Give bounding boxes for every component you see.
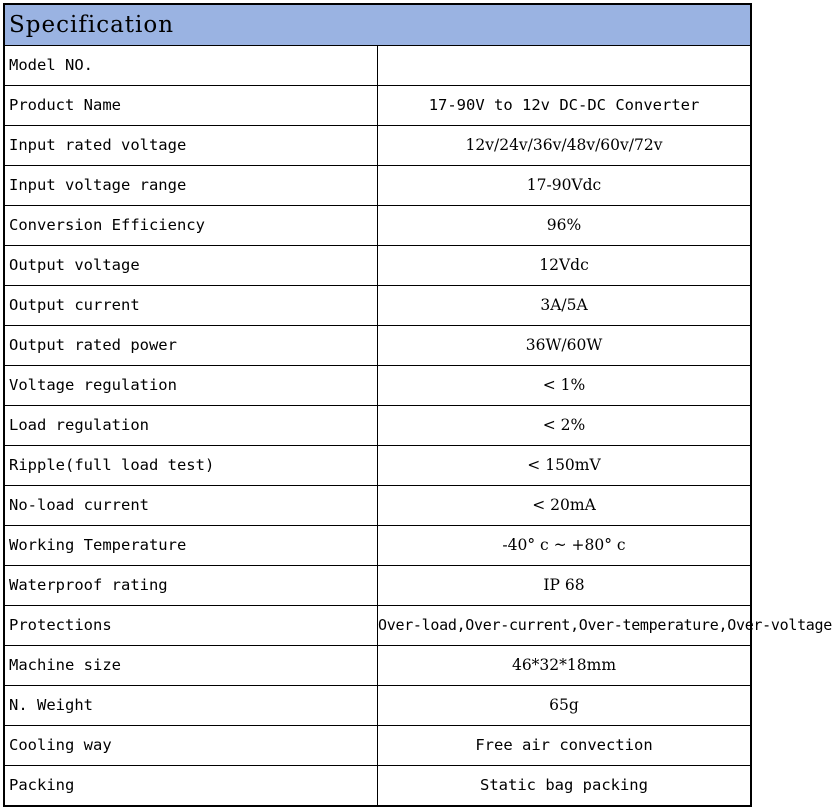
row-value-output-rated-power: 36W/60W bbox=[378, 326, 752, 366]
row-value-ripple: < 150mV bbox=[378, 446, 752, 486]
row-label-model-no: Model NO. bbox=[4, 46, 378, 86]
table-title: Specification bbox=[4, 4, 751, 46]
row-label-output-current: Output current bbox=[4, 286, 378, 326]
row-value-working-temperature: -40° c ~ +80° c bbox=[378, 526, 752, 566]
row-label-waterproof-rating: Waterproof rating bbox=[4, 566, 378, 606]
row-label-no-load-current: No-load current bbox=[4, 486, 378, 526]
row-label-output-rated-power: Output rated power bbox=[4, 326, 378, 366]
row-value-waterproof-rating: IP 68 bbox=[378, 566, 752, 606]
row-label-voltage-regulation: Voltage regulation bbox=[4, 366, 378, 406]
row-value-packing: Static bag packing bbox=[378, 766, 752, 807]
table-row bbox=[4, 366, 751, 406]
row-label-load-regulation: Load regulation bbox=[4, 406, 378, 446]
row-label-machine-size: Machine size bbox=[4, 646, 378, 686]
table-row bbox=[4, 766, 751, 807]
row-value-protections: Over-load,Over-current,Over-temperature,Over-voltage bbox=[378, 606, 752, 646]
row-label-conversion-efficiency: Conversion Efficiency bbox=[4, 206, 378, 246]
table-row bbox=[4, 206, 751, 246]
row-label-cooling-way: Cooling way bbox=[4, 726, 378, 766]
table-row bbox=[4, 166, 751, 206]
row-label-output-voltage: Output voltage bbox=[4, 246, 378, 286]
row-label-packing: Packing bbox=[4, 766, 378, 807]
table-row bbox=[4, 86, 751, 126]
row-value-conversion-efficiency: 96% bbox=[378, 206, 752, 246]
table-row bbox=[4, 46, 751, 86]
row-value-net-weight: 65g bbox=[378, 686, 752, 726]
specification-table bbox=[3, 3, 832, 807]
row-value-cooling-way: Free air convection bbox=[378, 726, 752, 766]
header-row bbox=[4, 4, 751, 46]
table-row bbox=[4, 406, 751, 446]
table-row bbox=[4, 526, 751, 566]
row-value-machine-size: 46*32*18mm bbox=[378, 646, 752, 686]
table-row bbox=[4, 446, 751, 486]
row-value-load-regulation: < 2% bbox=[378, 406, 752, 446]
row-label-protections: Protections bbox=[4, 606, 378, 646]
row-value-model-no bbox=[378, 46, 752, 86]
row-value-input-voltage-range: 17-90Vdc bbox=[378, 166, 752, 206]
row-label-product-name: Product Name bbox=[4, 86, 378, 126]
table-row bbox=[4, 286, 751, 326]
table-row bbox=[4, 686, 751, 726]
row-value-output-voltage: 12Vdc bbox=[378, 246, 752, 286]
row-label-net-weight: N. Weight bbox=[4, 686, 378, 726]
table-row bbox=[4, 126, 751, 166]
table-row bbox=[4, 486, 751, 526]
row-label-ripple: Ripple(full load test) bbox=[4, 446, 378, 486]
row-value-product-name: 17-90V to 12v DC-DC Converter bbox=[378, 86, 752, 126]
row-label-input-rated-voltage: Input rated voltage bbox=[4, 126, 378, 166]
row-value-no-load-current: < 20mA bbox=[378, 486, 752, 526]
table-row bbox=[4, 326, 751, 366]
table-row bbox=[4, 726, 751, 766]
row-label-input-voltage-range: Input voltage range bbox=[4, 166, 378, 206]
row-value-input-rated-voltage: 12v/24v/36v/48v/60v/72v bbox=[378, 126, 752, 166]
row-value-voltage-regulation: < 1% bbox=[378, 366, 752, 406]
table-row bbox=[4, 246, 751, 286]
table-row bbox=[4, 566, 751, 606]
row-label-working-temperature: Working Temperature bbox=[4, 526, 378, 566]
table-row bbox=[4, 606, 751, 646]
row-value-output-current: 3A/5A bbox=[378, 286, 752, 326]
table-row bbox=[4, 646, 751, 686]
